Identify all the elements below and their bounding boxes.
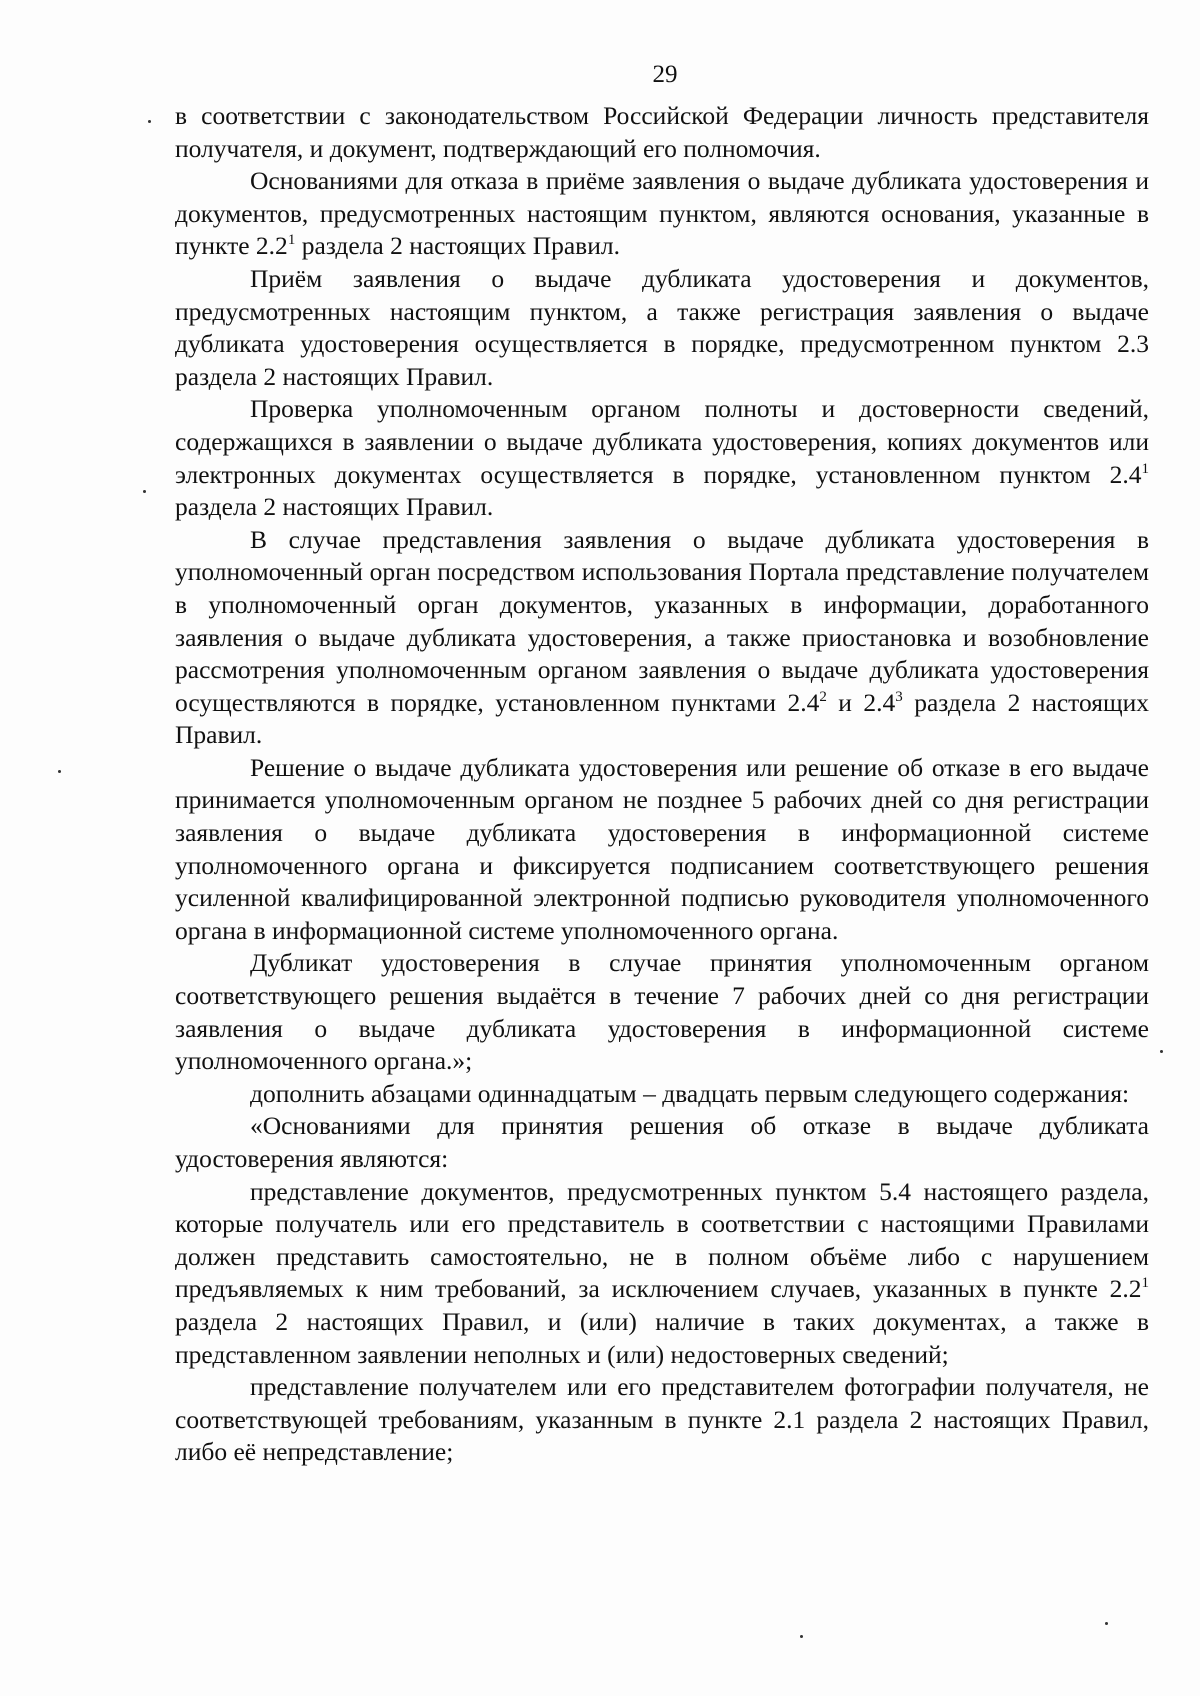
paragraph	[175, 393, 1149, 523]
footnote-superscript: 1	[1141, 1275, 1149, 1292]
scan-speck	[143, 490, 146, 493]
footnote-superscript: 1	[287, 232, 296, 249]
paragraph-text: Приём заявления о выдаче дубликата удостоверения и документов, предусмотренных настоящим пунктом, а также регистрация заявления о выдаче дубликата удостоверения осуществляется в порядке, предусмотренном пунктом 2.3 раздела 2 настоящих Правил.	[175, 263, 1149, 391]
paragraph-text: «Основаниями для принятия решения об отказе в выдаче дубликата удостоверения являются:	[175, 1111, 1149, 1173]
paragraph-text: представление получателем или его представителем фотографии получателя, не соответствующей требованиям, указанным в пункте 2.1 раздела 2 настоящих Правил, либо её непредставление;	[175, 1372, 1149, 1467]
paragraph-text: Дубликат удостоверения в случае принятия уполномоченным органом соответствующего решения выдаётся в течение 7 рабочих дней со дня регистрации заявления о выдаче дубликата удостоверения в информационной системе уполномоченного органа.»;	[175, 948, 1149, 1076]
paragraph	[175, 165, 1149, 263]
paragraph	[175, 1371, 1149, 1469]
paragraph	[175, 263, 1149, 393]
scan-speck	[1160, 1050, 1163, 1053]
paragraph	[175, 524, 1149, 752]
document-body	[175, 100, 1149, 1469]
paragraph	[175, 752, 1149, 948]
paragraph	[175, 947, 1149, 1077]
scan-speck	[148, 120, 151, 123]
paragraph-text: раздела 2 настоящих Правил.	[175, 492, 494, 522]
page-number: 29	[652, 61, 678, 88]
paragraph-text: дополнить абзацами одиннадцатым – двадцать первым следующего содержания:	[250, 1078, 1130, 1108]
paragraph-text: раздела 2 настоящих Правил.	[175, 687, 1149, 750]
scan-speck	[1105, 1622, 1108, 1625]
paragraph-text: в соответствии с законодательством Российской Федерации личность представителя получателя, и документ, подтверждающий его полномочия.	[175, 101, 1149, 163]
paragraph-text: Основаниями для отказа в приёме заявления о выдаче дубликата удостоверения и документов, предусмотренных настоящим пунктом, являются основания, указанные в пункте 2.2	[175, 166, 1149, 261]
paragraph-text: Проверка уполномоченным органом полноты и достоверности сведений, содержащихся в заявлении о выдаче дубликата удостоверения, копиях документов или электронных документах осуществляется в порядке, установленном пунктом 2.4	[175, 394, 1149, 489]
footnote-superscript: 3	[895, 688, 903, 705]
paragraph	[175, 1078, 1149, 1111]
scan-speck	[800, 1635, 803, 1638]
scan-speck	[58, 770, 61, 773]
footnote-superscript: 2	[819, 688, 827, 705]
paragraph-text: В случае представления заявления о выдаче дубликата удостоверения в уполномоченный орган посредством использования Портала представление получателем в уполномоченный орган документов, указанных в информации, доработанного заявления о выдаче дубликата удостоверения, а также приостановка и возобновление рассмотрения уполномоченным органом заявления о выдаче дубликата удостоверения осуществляются в порядке, установленном пунктами 2.4	[175, 524, 1149, 717]
paragraph	[175, 1176, 1149, 1372]
paragraph-text: Решение о выдаче дубликата удостоверения или решение об отказе в его выдаче принимается уполномоченным органом не позднее 5 рабочих дней со дня регистрации заявления о выдаче дубликата удостоверения в информационной системе уполномоченного органа и фиксируется подписанием соответствующего решения усиленной квалифицированной электронной подписью руководителя уполномоченного органа в информационной системе уполномоченного органа.	[175, 752, 1149, 945]
footnote-superscript: 1	[1141, 460, 1149, 477]
paragraph-text: и 2.4	[826, 687, 896, 717]
paragraph-text: раздела 2 настоящих Правил.	[295, 231, 620, 261]
paragraph-text: раздела 2 настоящих Правил, и (или) наличие в таких документах, а также в представленном заявлении неполных и (или) недостоверных сведений;	[175, 1306, 1149, 1369]
paragraph	[175, 1110, 1149, 1175]
paragraph-text: представление документов, предусмотренных пунктом 5.4 настоящего раздела, которые получатель или его представитель в соответствии с настоящими Правилами должен представить самостоятельно, не в полном объёме либо с нарушением предъявляемых к ним требований, за исключением случаев, указанных в пункте 2.2	[175, 1176, 1149, 1304]
paragraph	[175, 100, 1149, 165]
